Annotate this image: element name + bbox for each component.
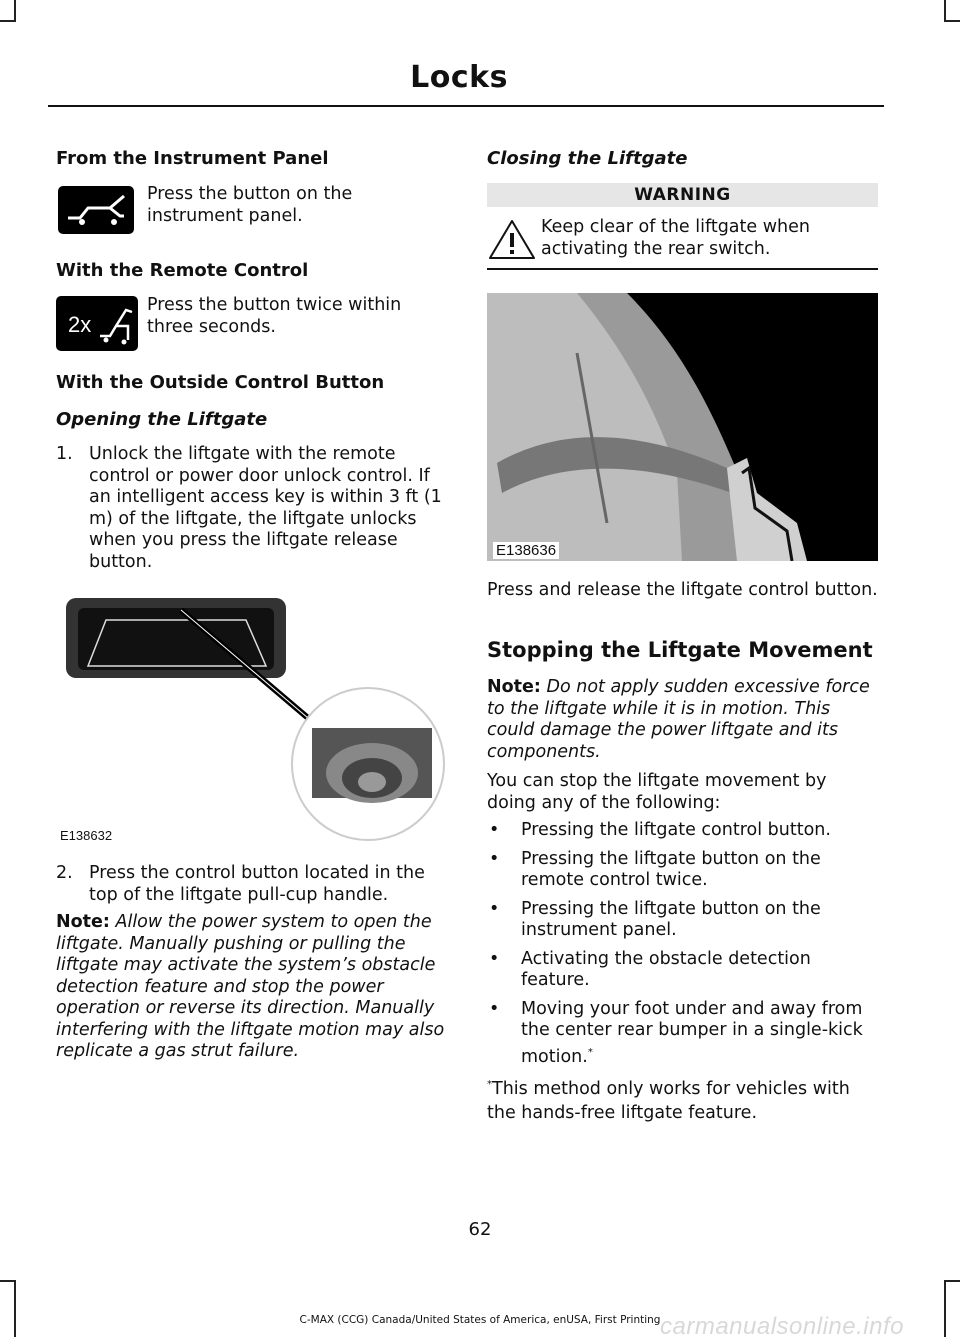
warning-header: WARNING <box>487 183 878 207</box>
bullet-mark: • <box>489 848 500 869</box>
crop-mark-bottom-right-h <box>944 1280 960 1282</box>
bullet-mark: • <box>489 820 500 840</box>
crop-mark-bottom-left-h <box>0 1280 16 1282</box>
step-2 <box>56 863 448 906</box>
remote-control-text: Press the button twice within three seconds. <box>147 295 402 337</box>
header-rule <box>48 105 884 107</box>
figure-2-caption: E138636 <box>493 542 559 559</box>
step-2-number: 2. <box>56 863 73 883</box>
edition-line: C-MAX (CCG) Canada/United States of America, enUSA, First Printing <box>299 1314 661 1326</box>
bullet-mark: • <box>489 948 500 969</box>
footnote <box>487 1073 879 1125</box>
page-number: 62 <box>468 1219 492 1240</box>
left-note <box>56 912 448 1063</box>
liftgate-handle-figure <box>56 588 448 848</box>
list-item: • Pressing the liftgate button on the remote control twice. <box>489 848 821 890</box>
stopping-heading: Stopping the Liftgate Movement <box>487 638 873 662</box>
footnote-text: This method only works for vehicles with the hands-free liftgate feature. <box>487 1078 850 1123</box>
warning-rule <box>487 268 878 270</box>
bullet-mark: • <box>489 898 500 919</box>
right-note-label: Note: <box>487 677 541 697</box>
crop-mark-top-right-h <box>944 20 960 22</box>
remote-control-heading: With the Remote Control <box>56 260 309 281</box>
right-note-text: Do not apply sudden excessive force to the liftgate while it is in motion. This could damage the power liftgate and its components. <box>487 677 870 762</box>
left-note-text: Allow the power system to open the liftgate. Manually pushing or pulling the liftgate may activate the system’s obstacle detection feature and stop the power operation or reverse its direction. Manually interfering with the liftgate motion may also replicate a gas strut failure. <box>56 912 445 1061</box>
crop-mark-bottom-right-v <box>944 1280 946 1337</box>
right-note <box>487 677 879 763</box>
stop-methods-list <box>487 820 879 1075</box>
step-2-text: Press the control button located in the top of the liftgate pull-cup handle. <box>89 863 425 905</box>
crop-mark-top-right-v <box>944 0 946 22</box>
step-1-text: Unlock the liftgate with the remote control or power door unlock control. If an intelligent access key is within 3 ft (1 m) of the liftgate, the liftgate unlocks when you press the liftgate release button. <box>89 444 442 572</box>
page-title: Locks <box>410 60 508 95</box>
liftgate-open-icon <box>58 186 134 234</box>
warning-triangle-icon <box>487 218 537 262</box>
opening-liftgate-heading: Opening the Liftgate <box>56 409 268 430</box>
instrument-panel-text: Press the button on the instrument panel. <box>147 184 353 226</box>
footnote-mark: * <box>487 1079 492 1090</box>
crop-mark-bottom-left-v <box>14 1280 16 1337</box>
list-item: • Pressing the liftgate control button. <box>489 820 831 840</box>
instrument-panel-heading: From the Instrument Panel <box>56 148 329 169</box>
warning-text: Keep clear of the liftgate when activating the rear switch. <box>541 217 810 259</box>
figure-1-caption: E138632 <box>60 828 113 843</box>
step-1 <box>56 444 448 573</box>
list-item: • Pressing the liftgate button on the instrument panel. <box>489 898 821 940</box>
list-item: • Moving your foot under and away from the center rear bumper in a single-kick motion.* <box>489 998 863 1067</box>
list-item: • Activating the obstacle detection feature. <box>489 948 811 990</box>
closing-liftgate-heading: Closing the Liftgate <box>487 148 688 169</box>
press-release-text: Press and release the liftgate control button. <box>487 580 878 600</box>
liftgate-2x-icon <box>56 296 138 351</box>
liftgate-rear-figure <box>487 293 878 561</box>
outside-control-heading: With the Outside Control Button <box>56 372 385 393</box>
footnote-marker: * <box>587 1046 593 1058</box>
crop-mark-top-left-v <box>14 0 16 22</box>
bullet-mark: • <box>489 998 500 1019</box>
crop-mark-top-left-h <box>0 20 16 22</box>
stop-intro-text: You can stop the liftgate movement by doing any of the following: <box>487 771 827 813</box>
watermark: carmanualsonline.info <box>660 1313 904 1340</box>
remote-icon-label: 2x <box>68 312 92 337</box>
step-1-number: 1. <box>56 444 73 464</box>
left-note-label: Note: <box>56 912 110 932</box>
